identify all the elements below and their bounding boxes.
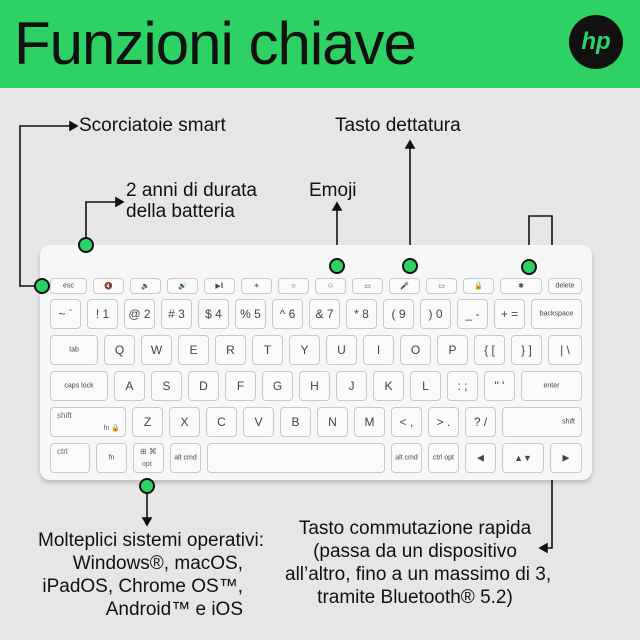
hp-logo: hp [569, 15, 623, 69]
dot-emoji [329, 258, 345, 274]
key-s[interactable]: S [151, 371, 182, 401]
key-delete[interactable]: delete [548, 278, 582, 294]
key-6[interactable]: ^ 6 [272, 299, 303, 329]
key-arrow-right[interactable]: ▶ [550, 443, 582, 473]
key-b[interactable]: B [280, 407, 311, 437]
key-comma[interactable]: < , [391, 407, 422, 437]
title-banner [0, 0, 640, 88]
key-arrow-up-down[interactable]: ▲▼ [502, 443, 544, 473]
key-j[interactable]: J [336, 371, 367, 401]
key-f[interactable]: F [225, 371, 256, 401]
label-battery-2: della batteria [126, 201, 235, 222]
key-d[interactable]: D [188, 371, 219, 401]
key-vol-up[interactable]: 🔊 [167, 278, 198, 294]
key-p[interactable]: P [437, 335, 468, 365]
key-dictation[interactable]: 🎤 [389, 278, 420, 294]
key-x[interactable]: X [169, 407, 200, 437]
key-a[interactable]: A [114, 371, 145, 401]
key-u[interactable]: U [326, 335, 357, 365]
key-backslash[interactable]: | \ [548, 335, 582, 365]
key-tab[interactable]: tab [50, 335, 98, 365]
key-brightness-up[interactable]: ☼ [278, 278, 309, 294]
key-shift-left[interactable]: shift fn 🔒 [50, 407, 126, 437]
key-screenshot[interactable]: ▭ [352, 278, 383, 294]
key-display[interactable]: ▭ [426, 278, 457, 294]
key-quote[interactable]: " ' [484, 371, 515, 401]
key-play-pause[interactable]: ▶‖ [204, 278, 235, 294]
key-slash[interactable]: ? / [465, 407, 496, 437]
key-alt-cmd-left[interactable]: alt cmd [170, 443, 201, 473]
key-0[interactable]: ) 0 [420, 299, 451, 329]
key-5[interactable]: % 5 [235, 299, 266, 329]
key-h[interactable]: H [299, 371, 330, 401]
key-brightness-down[interactable]: ☀ [241, 278, 272, 294]
key-period[interactable]: > . [428, 407, 459, 437]
key-space[interactable] [207, 443, 385, 473]
dot-shortcuts [34, 278, 50, 294]
label-os-3: iPadOS, Chrome OS™, [42, 576, 243, 597]
label-battery-1: 2 anni di durata [126, 180, 257, 201]
key-k[interactable]: K [373, 371, 404, 401]
label-switch-4: tramite Bluetooth® 5.2) [317, 587, 513, 608]
key-vol-down[interactable]: 🔉 [130, 278, 161, 294]
label-os-2: Windows®, macOS, [72, 553, 243, 574]
label-shortcuts: Scorciatoie smart [79, 115, 226, 136]
dot-dictation [402, 258, 418, 274]
key-l[interactable]: L [410, 371, 441, 401]
key-3[interactable]: # 3 [161, 299, 192, 329]
key-m[interactable]: M [354, 407, 385, 437]
key-4[interactable]: $ 4 [198, 299, 229, 329]
key-opt-os[interactable]: ⊞ ⌘ opt [133, 443, 164, 473]
label-switch-1: Tasto commutazione rapida [298, 518, 532, 539]
key-n[interactable]: N [317, 407, 348, 437]
key-e[interactable]: E [178, 335, 209, 365]
key-alt-cmd-right[interactable]: alt cmd [391, 443, 422, 473]
key-z[interactable]: Z [132, 407, 163, 437]
key-c[interactable]: C [206, 407, 237, 437]
key-i[interactable]: I [363, 335, 394, 365]
key-bluetooth-switch[interactable]: ✱ [500, 278, 542, 294]
key-mute[interactable]: 🔇 [93, 278, 124, 294]
key-v[interactable]: V [243, 407, 274, 437]
key-tilde[interactable]: ~ ` [50, 299, 81, 329]
key-o[interactable]: O [400, 335, 431, 365]
key-y[interactable]: Y [289, 335, 320, 365]
key-fn[interactable]: fn [96, 443, 127, 473]
key-7[interactable]: & 7 [309, 299, 340, 329]
keyboard [40, 245, 592, 480]
win-cmd-label: ⊞ ⌘ [140, 447, 157, 456]
key-2[interactable]: @ 2 [124, 299, 155, 329]
label-switch-2: (passa da un dispositivo [313, 541, 517, 562]
dot-battery [78, 237, 94, 253]
key-q[interactable]: Q [104, 335, 135, 365]
key-w[interactable]: W [141, 335, 172, 365]
label-dictation: Tasto dettatura [335, 115, 461, 136]
key-esc[interactable]: esc [50, 278, 87, 294]
key-emoji[interactable]: ☺ [315, 278, 346, 294]
key-ctrl-opt-right[interactable]: ctrl opt [428, 443, 459, 473]
key-1[interactable]: ! 1 [87, 299, 118, 329]
key-t[interactable]: T [252, 335, 283, 365]
key-bracket-left[interactable]: { [ [474, 335, 505, 365]
page-title: Funzioni chiave [14, 10, 416, 77]
key-equals[interactable]: + = [494, 299, 525, 329]
key-ctrl-left[interactable]: ctrl [50, 443, 90, 473]
key-arrow-left[interactable]: ◀ [465, 443, 496, 473]
key-backspace[interactable]: backspace [531, 299, 582, 329]
label-os-4: Android™ e iOS [105, 599, 243, 620]
key-r[interactable]: R [215, 335, 246, 365]
label-emoji: Emoji [309, 180, 357, 201]
label-os-1: Molteplici sistemi operativi: [38, 530, 264, 551]
key-bracket-right[interactable]: } ] [511, 335, 542, 365]
key-caps-lock[interactable]: caps lock [50, 371, 108, 401]
key-g[interactable]: G [262, 371, 293, 401]
key-minus[interactable]: _ - [457, 299, 488, 329]
fn-lock-label: fn 🔒 [103, 425, 120, 432]
key-9[interactable]: ( 9 [383, 299, 414, 329]
dot-os [139, 478, 155, 494]
label-switch-3: all’altro, fino a un massimo di 3, [285, 564, 552, 585]
key-semicolon[interactable]: : ; [447, 371, 478, 401]
key-enter[interactable]: enter [521, 371, 582, 401]
key-shift-right[interactable]: shift [502, 407, 582, 437]
key-8[interactable]: * 8 [346, 299, 377, 329]
key-lock[interactable]: 🔒 [463, 278, 494, 294]
dot-switch [521, 259, 537, 275]
